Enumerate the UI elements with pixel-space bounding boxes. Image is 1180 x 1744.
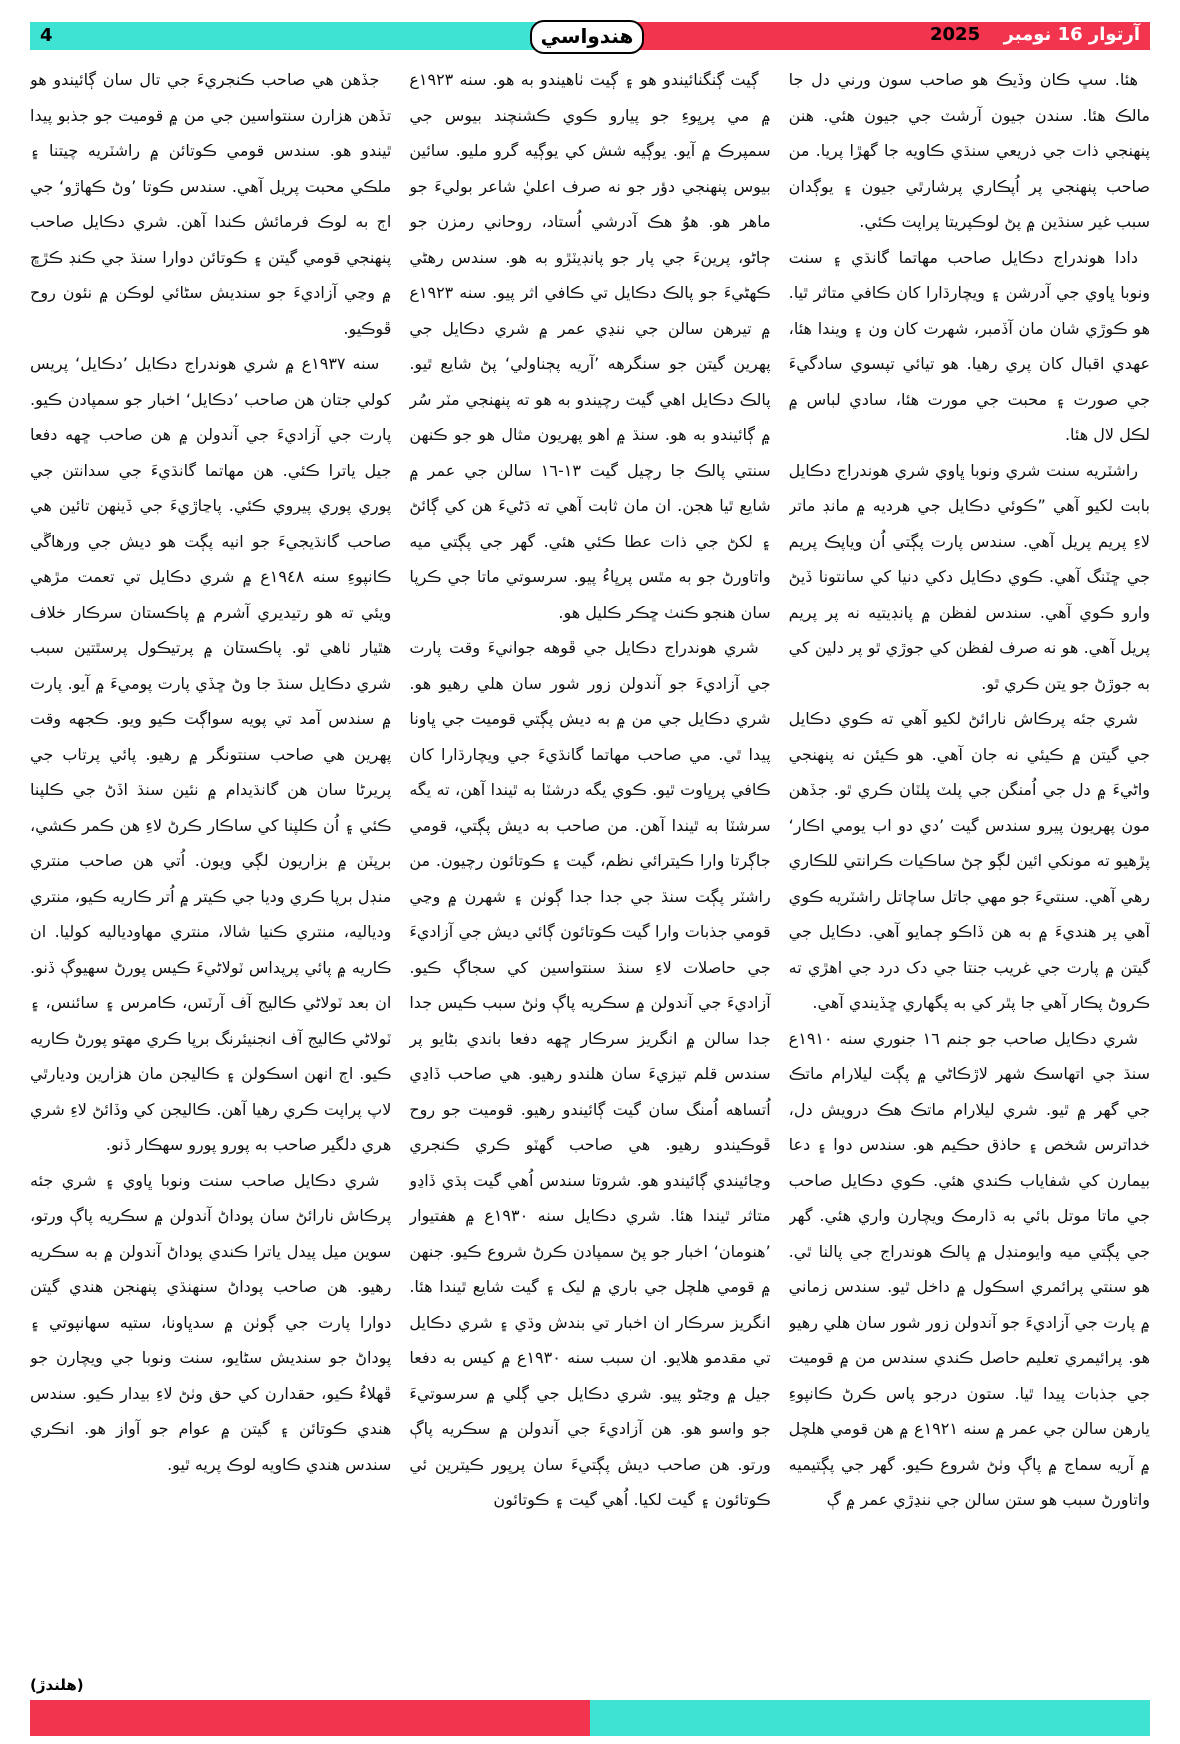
header-band-left — [30, 22, 540, 50]
footer-band-right — [590, 1700, 1150, 1736]
date-year: 2025 — [930, 24, 981, 45]
paragraph: شري هوندراج دڪايل جي ڦوهه جوانيءَ وقت پارت جي آزاديءَ جو آندولن زور شور سان هلي رهيو هو. شري دڪايل جي من ۾ به ديش پڳتي قوميت جي ڀاونا پيدا ٿي. مي صاحب مهاتما گانڌيءَ جي ويچارڌارا کان ڪافي پرڀاوت ٿيو. ڪوي يگه درشٽا به ٿيندا آهن، ته يگه سرشٽا به ٿيندا آهن. من صاحب به ديش پڳتي، قومي جاڳرتا وارا ڪيترائي نظم، گيت ۽ ڪوتائون رچيون. من راشٽر پڳت سنڌ جي جدا جدا ڳوٺن ۽ شهرن ۾ وڃي قومي جذبات وارا گيت ڪوتائون ڳائي ديش جي آزاديءَ جي حاصلات لاءِ سنڌ سنتواسين کي سجاڳ ڪيو. آزاديءَ جي آندولن ۾ سڪريه پاڳ وٺڻ سبب ڪيس جدا جدا سالن ۾ انگريز سرڪار ڇهه دفعا باندي بڻايو پر سندس قلم تيزيءَ سان هلندو رهيو. هي صاحب ڏاڍي اُتساهه اُمنگ سان گيت ڳائيندو رهيو. قوميت جو روح ڦوڪيندو رهيو. هي صاحب گهٽو ڪري ڪنجري وڃائيندي ڳائيندو هو. شروتا سندس اُهي گيت ٻڌي ڏاڍو متاثر ٿيندا هئا. شري دڪايل سنه ١٩٣٠ع ۾ هفتيوار ’هنومان‘ اخبار جو پڻ سمپادن ڪرڻ شروع ڪيو. جنهن ۾ قومي هلچل جي باري ۾ ليک ۽ گيت شايع ٿيندا هئا. انگريز سرڪار ان اخبار تي بندش وڌي ۽ شري دڪايل تي مقدمو هلايو. ان سبب سنه ١٩٣٠ع ۾ کيس به دفعا جيل ۾ وڃڻو پيو. شري دڪايل جي ڳلي ۾ سرسوتيءَ جو واسو هو. هن آزاديءَ جي آندولن ۾ سڪريه پاڳ ورتو. هن صاحب ديش پڳتيءَ سان پرپور ڪيترين ئي ڪوتائون ۽ گيت لکيا. اُهي گيت ۽ ڪوتائون — [409, 638, 771, 1509]
date-text: آرتوار 16 نومبر — [1003, 24, 1140, 45]
page-footer — [30, 1700, 1150, 1736]
page-number: 4 — [40, 25, 53, 46]
column-left — [30, 62, 391, 1662]
footer-band-left — [30, 1700, 590, 1736]
masthead-logo: هندواسي — [530, 20, 644, 54]
column-right — [789, 62, 1150, 1662]
continued-label: (هلندڙ) — [30, 1676, 84, 1694]
column-middle — [409, 62, 770, 1662]
paragraph: شري جئه پرڪاش نارائڻ لکيو آهي ته ڪوي دڪايل جي گيتن ۾ ڪيئي نه جان آهي. هو ڪيئن نه پنهنجي واڻيءَ ۾ دل جي اُمنگن جي پلٽ پلٽان ڪري ٿو. جڏهن مون پهريون پيرو سندس گيت ’دي دو اب يومي اڪار‘ پڙهيو ته مونکي ائين لڳو ڄڻ ساڪيات ڪرانتي للڪاري رهي آهي. سنتيءَ جو مهي جاتل ساچاتل راشٽريه ڪوي آهي پر هنديءَ ۾ به هن ڏاڪو ڄمايو آهي. دڪايل جي گيتن ۾ پارت جي غريب جنتا جي دک درد جي اهڙي ته ڪروڻ پڪار آهي جا پٿر کي به پگهاري ڇڏيندي آهي. — [788, 709, 1150, 1012]
paragraph: راشٽريه سنت شري ونوبا ڀاوي شري هوندراج دڪايل بابت لکيو آهي ”ڪوئي دڪايل جي هرديه ۾ مانڊ ماتر لاءِ پريم پريل آهي. سندس پارت پڳتي اُن وياپڪ پريم جي ڇٽنگ آهي. ڪوي دڪايل دکي دنيا کي سانتونا ڏيڻ وارو ڪوي آهي. سندس لفظن ۾ پانڊيتيه نه پر پريم پريل آهي. هو نه صرف لفظن کي جوڙي ٿو پر دلين کي به جوڙڻ جو يتن ڪري ٿو. — [788, 460, 1150, 693]
paragraph: دادا هوندراج دڪايل صاحب مهاتما گانڌي ۽ سنت ونوبا ڀاوي جي آدرشن ۽ ويچارڌارا کان ڪافي متاثر ٿيا. هو ڪوڙي شان مان آڏمبر، شهرت کان ون ۽ ويندا هئا، عهدي اقبال کان پري رهيا. هو تيائي تپسوي سادگيءَ جي صورت ۽ محبت جي مورت هئا، سادي لباس ۾ لڪل لال هئا. — [788, 247, 1150, 444]
paragraph: هئا. سڀ ڪان وڏيڪ هو صاحب سون ورني دل جا مالڪ هئا. سندن جيون آرشٽ جي جيون هئي. هنن پنهنجي ذات جي ذريعي سنڌي ڪاويه جا گهڙا پريا. من صاحب پنهنجي پر اُپڪاري پرشارٿي جيون ۽ يوڳدان سبب غير سنڌين ۾ پڻ لوڪپريتا پراپت ڪئي. — [788, 70, 1150, 231]
paragraph: جڏهن هي صاحب ڪنجريءَ جي تال سان ڳائيندو هو تڏهن هزارن سنتواسين جي من ۾ قوميت جو جذبو پيدا ٿيندو هو. سندس قومي ڪوتائن ۾ راشٽريه چيتنا ۽ ملڪي محبت پريل آهي. سندس ڪوتا ’وڻ ڪهاڙو‘ جي اڄ به لوڪ فرمائش ڪندا آهن. شري دڪايل صاحب پنهنجي قومي گيتن ۽ ڪوتائن دوارا سنڌ جي ڪنڊ ڪڙڇ ۾ وڃي آزاديءَ جو سنديش سڻائي لوڪن ۾ نئون روح ڦوڪيو. — [30, 70, 392, 338]
paragraph: ڳيت ڳنگنائيندو هو ۽ ڳيت ٺاهيندو به هو. سنه ١٩٢٣ع ۾ مي پرڀوءِ جو پيارو ڪوي ڪشنچند بيوس جي سمپرڪ ۾ آيو. يوڳيه شش کي يوڳيه گرو مليو. سائين بيوس پنهنجي دؤر جو نه صرف اعليٰ شاعر بوليءَ جو ماهر هو. هوُ هڪ آدرشي اُستاد، روحاني رمزن جو ڄاڻو، پرينءَ جي پار جو پانڊيٽڙو به هو. سندس رهڻي ڪهڻيءَ جو پالڪ دڪايل تي ڪافي اثر پيو. سنه ١٩٢٣ع ۾ تيرهن سالن جي ننڍي عمر ۾ شري دڪايل جي پهرين گيتن جو سنگرهه ’آريه پڄناولي‘ پڻ شايع ٿيو. پالڪ دڪايل اهي گيت رچيندو به هو ته پنهنجي مٽر سُر ۾ ڳائيندو به هو. سنڌ ۾ اهو پهريون مثال هو جو ڪنهن سنتي پالڪ جا رچيل گيت ١٣-١٦ سالن جي عمر ۾ شايع ٿيا هجن. ان مان ثابت آهي ته ڌڻيءَ هن کي ڳائڻ ۽ لکڻ جي ذات عطا ڪئي هئي. گهر جي پڳتي ميه واتاورڻ جو به مٿس پرڀاءُ پيو. سرسوتي ماتا جي ڪرپا سان هنجو ڪنٺ ڇڪر ڪليل هو. — [409, 70, 771, 622]
page-header — [30, 22, 1150, 50]
paragraph: شري دڪايل صاحب سنت ونوبا ڀاوي ۽ شري جئه پرڪاش نارائڻ سان پوداڻ آندولن ۾ سڪريه پاڳ ورتو، سوين ميل پيدل ياترا ڪندي پوداڻ آندولن ۾ به سڪريه رهيو. هن صاحب پوداڻ سنهنڌي پنهنجن هندي گيتن دوارا پارت جي ڳوٺن ۾ سدڀاونا، ستيه سهانپوتي ۽ پوداڻ جو سنديش سڻايو، سنت ونوبا جي ويچارن جو ڦهلاءُ ڪيو، حقدارن کي حق وٺڻ لاءِ بيدار ڪيو. سندس هندي ڪوتائن ۽ گيتن ۾ عوام جو آواز هو. انڪري سندس هندي ڪاويه لوڪ پريه ٿيو. — [30, 1170, 392, 1474]
article-columns — [30, 62, 1150, 1662]
paragraph: شري دڪايل صاحب جو جنم ١٦ جنوري سنه ١٩١٠ع سنڌ جي اتهاسڪ شهر لاڙڪاڻي ۾ پڳت ليلارام ماتڪ جي گهر ۾ ٿيو. شري ليلارام ماتڪ هڪ درويش دل، خداترس شخص ۽ حاذق حڪيم هو. سندس دوا ۽ دعا بيمارن کي شفاياب ڪندي هئي. ڪوي دڪايل صاحب جي ماتا موتل بائي به ڌارمڪ ويچارن واري هئي. گهر جي پڳتي ميه وايومنڊل ۾ پالڪ هوندراج جي پالنا ٿي. هو سنتي پرائمري اسڪول ۾ داخل ٿيو. سندس زماني ۾ پارت جي آزاديءَ جو آندولن زور شور سان هلي رهيو هو. پرائيمري تعليم حاصل ڪندي سندس من ۾ قوميت جي جذبات پيدا ٿيا. ستون درجو پاس ڪرڻ ڪانپوءِ يارهن سالن جي عمر ۾ سنه ١٩٢١ع ۾ هن قومي هلچل ۾ آريه سماج ۾ پاڳ وٺڻ شروع ڪيو. گهر جي پڳتيميه واتاورڻ سبب هو ستن سالن جي ننڍڙي عمر ۾ ڳ — [788, 1028, 1150, 1509]
paragraph: سنه ١٩٣٧ع ۾ شري هوندراج دڪايل ’دڪايل‘ پريس کولي جتان هن صاحب ’دڪايل‘ اخبار جو سمپادن ڪيو. پارت جي آزاديءَ جي آندولن ۾ هن صاحب ڇهه دفعا جيل ياترا ڪئي. هن مهاتما گانڌيءَ جي سدانتن جي پوري پوري پيروي ڪئي. پاڃاڙيءَ جي ڏينهن تائين هي صاحب گانڌيجيءَ جو انيه پڳت هو ديش جي ورهاڱي ڪانپوءِ سنه ١٩٤٨ع ۾ شري دڪايل تي تعمت مڙهي ويئي ته هو رتيديري آشرم ۾ پاڪستان سرڪار خلاف هٿيار ٺاهي ٿو. پاڪستان ۾ پرتيڪول پرسٿتين سبب شري دڪايل سنڌ جا وڻ ڇڏي پارت پوميءَ ۾ آيو. پارت ۾ سندس آمد تي پويه سواڳت ڪيو ويو. ڪجهه وقت پهرين هي صاحب سنتونگر ۾ رهيو. پائي پرتاب جي پريرڻا سان هن گانڌيدام ۾ نئين سنڌ اڏڻ جي ڪلپنا ڪئي ۽ اُن ڪلپنا کي ساڪار ڪرڻ لاءِ هن ڪمر ڪشي، برپٽن ۾ بزاريون لڳي ويون. اُتي هن صاحب منتري منڊل برپا ڪري وديا جي ڪيتر ۾ اُتر ڪاريه ڪيو، منتري ودياليه، منتري ڪنيا شالا، منتري مهاودياليه کوليا. ان ڪاريه ۾ پائي پرپداس ٽولاڻيءَ ڪيس پورڻ سهيوڳ ڏنو. ان بعد ٽولاڻي ڪاليج آف آرٽس، ڪامرس ۽ سائنس، ۽ ٽولاڻي ڪاليج آف انجنيئرنگ برپا ڪري مهتو پورڻ ڪاريه ڪيو. اڄ انهن اسڪولن ۽ ڪاليجن مان هزارين وديارٿي لاپ پراپت ڪري رهيا آهن. ڪاليجن کي وڏائڻ لاءِ شري هري دلگير صاحب به پورو پورو سهڪار ڏنو. — [30, 354, 392, 1154]
